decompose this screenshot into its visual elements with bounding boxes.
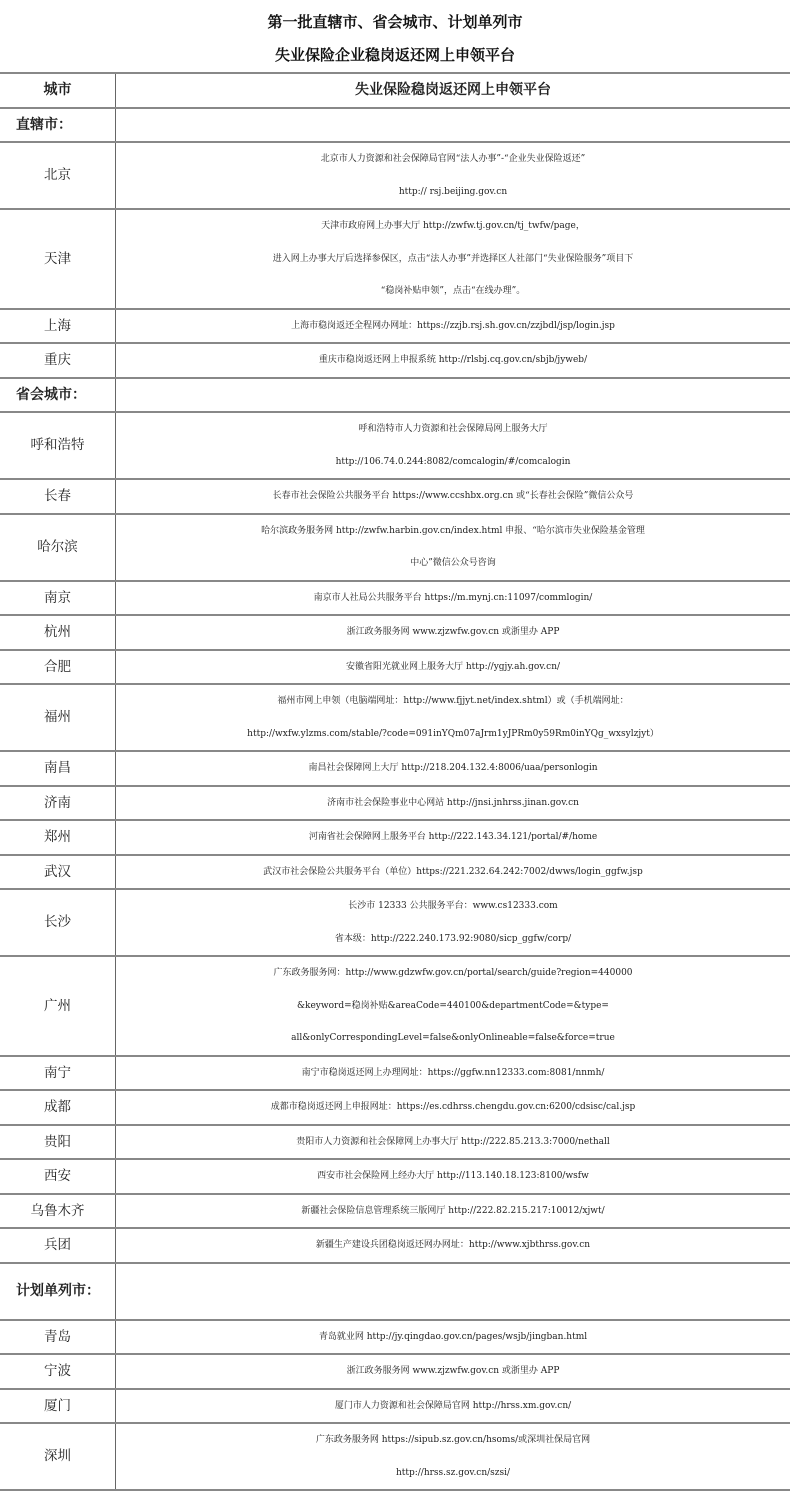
platform-cell (116, 479, 790, 514)
section-row (0, 378, 790, 413)
platform-text-line: 西安市社会保险网上经办大厅 http://113.140.18.123:8100/wsfw (118, 1160, 788, 1193)
platform-text-line: 厦门市人力资源和社会保障局官网 http://hrss.xm.gov.cn/ (118, 1390, 788, 1423)
table-row (0, 1354, 790, 1389)
platform-text-line: 长春市社会保险公共服务平台 https://www.ccshbx.org.cn 或“长春社会保险”微信公众号 (118, 480, 788, 513)
platform-cell (116, 650, 790, 685)
platform-cell (116, 1125, 790, 1160)
section-empty-cell (116, 108, 790, 143)
platform-cell (116, 1056, 790, 1091)
platform-text-line: 新疆社会保险信息管理系统三版网厅 http://222.82.215.217:10012/xjwt/ (118, 1195, 788, 1228)
table-row (0, 581, 790, 616)
platform-text-line: 北京市人力资源和社会保障局官网“法人办事”-“企业失业保险返还” (118, 143, 788, 176)
platform-text-line: 南宁市稳岗返还网上办理网址：https://ggfw.nn12333.com:8081/nnmh/ (118, 1057, 788, 1090)
table-row (0, 956, 790, 1056)
platform-cell (116, 1194, 790, 1229)
table-row (0, 684, 790, 751)
platform-text-line: “稳岗补贴申领”，点击“在线办理”。 (118, 275, 788, 308)
platform-text-line: 武汉市社会保险公共服务平台（单位）https://221.232.64.242:7002/dwws/login_ggfw.jsp (118, 856, 788, 889)
city-cell: 福州 (0, 684, 116, 751)
platform-cell (116, 1389, 790, 1424)
platform-cell (116, 142, 790, 209)
platform-text-line: http://hrss.sz.gov.cn/szsi/ (118, 1457, 788, 1490)
table-row (0, 1320, 790, 1355)
city-cell: 合肥 (0, 650, 116, 685)
table-row (0, 412, 790, 479)
table-row (0, 1090, 790, 1125)
table-row (0, 343, 790, 378)
city-cell: 长沙 (0, 889, 116, 956)
city-cell: 天津 (0, 209, 116, 309)
city-cell: 长春 (0, 479, 116, 514)
platform-text-line: 安徽省阳光就业网上服务大厅 http://ygjy.ah.gov.cn/ (118, 651, 788, 684)
table-row (0, 309, 790, 344)
platform-text-line: 广东政务服务网 https://sipub.sz.gov.cn/hsoms/或深圳社保局官网 (118, 1424, 788, 1457)
platform-text-line: http://106.74.0.244:8082/comcalogin/#/comcalogin (118, 446, 788, 479)
section-label: 省会城市： (0, 378, 116, 413)
platform-text-line: &keyword=稳岗补贴&areaCode=440100&departmentCode=&type= (118, 990, 788, 1023)
section-label: 直辖市： (0, 108, 116, 143)
platform-cell (116, 956, 790, 1056)
header-city: 城市 (0, 73, 116, 108)
section-empty-cell (116, 1263, 790, 1320)
platform-cell (116, 581, 790, 616)
city-cell: 青岛 (0, 1320, 116, 1355)
platform-text-line: http:// rsj.beijing.gov.cn (118, 176, 788, 209)
city-cell: 杭州 (0, 615, 116, 650)
platform-text-line: 重庆市稳岗返还网上申报系统 http://rlsbj.cq.gov.cn/sbjb/jyweb/ (118, 344, 788, 377)
section-label: 计划单列市： (0, 1263, 116, 1320)
platform-text-line: 河南省社会保障网上服务平台 http://222.143.34.121/portal/#/home (118, 821, 788, 854)
section-row (0, 108, 790, 143)
platform-table (0, 72, 790, 1491)
platform-text-line: 贵阳市人力资源和社会保障网上办事大厅 http://222.85.213.3:7000/nethall (118, 1126, 788, 1159)
platform-cell (116, 889, 790, 956)
platform-text-line: 南昌社会保障网上大厅 http://218.204.132.4:8006/uaa/personlogin (118, 752, 788, 785)
table-row (0, 1228, 790, 1263)
platform-text-line: 广东政务服务网：http://www.gdzwfw.gov.cn/portal/search/guide?region=440000 (118, 957, 788, 990)
table-row (0, 1125, 790, 1160)
table-row (0, 514, 790, 581)
platform-cell (116, 855, 790, 890)
platform-cell (116, 786, 790, 821)
city-cell: 南昌 (0, 751, 116, 786)
section-row (0, 1263, 790, 1320)
table-row (0, 1423, 790, 1490)
city-cell: 上海 (0, 309, 116, 344)
city-cell: 深圳 (0, 1423, 116, 1490)
table-row (0, 1056, 790, 1091)
platform-text-line: 浙江政务服务网 www.zjzwfw.gov.cn 或浙里办 APP (118, 1355, 788, 1388)
platform-cell (116, 309, 790, 344)
table-row (0, 142, 790, 209)
platform-cell (116, 1423, 790, 1490)
table-row (0, 889, 790, 956)
header-platform: 失业保险稳岗返还网上申领平台 (116, 73, 790, 108)
table-header-row (0, 73, 790, 108)
platform-text-line: 青岛就业网 http://jy.qingdao.gov.cn/pages/wsjb/jingban.html (118, 1321, 788, 1354)
table-row (0, 479, 790, 514)
platform-text-line: http://wxfw.ylzms.com/stable/?code=091inYQm07aJrm1yJPRm0y59Rm0inYQg_wxsylzjyt） (118, 718, 788, 751)
table-row (0, 615, 790, 650)
table-row (0, 1159, 790, 1194)
platform-text-line: 长沙市 12333 公共服务平台：www.cs12333.com (118, 890, 788, 923)
city-cell: 兵团 (0, 1228, 116, 1263)
platform-text-line: 哈尔滨政务服务网 http://zwfw.harbin.gov.cn/index.html 申报、“哈尔滨市失业保险基金管理 (118, 515, 788, 548)
city-cell: 西安 (0, 1159, 116, 1194)
platform-cell (116, 1159, 790, 1194)
platform-text-line: 天津市政府网上办事大厅 http://zwfw.tj.gov.cn/tj_twfw/page， (118, 210, 788, 243)
platform-cell (116, 1228, 790, 1263)
platform-text-line: 进入网上办事大厅后选择参保区，点击“法人办事”并选择区人社部门“失业保险服务”项目下 (118, 243, 788, 276)
city-cell: 南宁 (0, 1056, 116, 1091)
city-cell: 成都 (0, 1090, 116, 1125)
city-cell: 郑州 (0, 820, 116, 855)
platform-cell (116, 751, 790, 786)
platform-cell (116, 514, 790, 581)
platform-cell (116, 820, 790, 855)
city-cell: 武汉 (0, 855, 116, 890)
platform-text-line: 成都市稳岗返还网上申报网址：https://es.cdhrss.chengdu.gov.cn:6200/cdsisc/cal.jsp (118, 1091, 788, 1124)
platform-text-line: 浙江政务服务网 www.zjzwfw.gov.cn 或浙里办 APP (118, 616, 788, 649)
platform-cell (116, 1320, 790, 1355)
table-row (0, 1389, 790, 1424)
table-row (0, 855, 790, 890)
platform-cell (116, 615, 790, 650)
platform-text-line: 上海市稳岗返还全程网办网址：https://zzjb.rsj.sh.gov.cn/zzjbdl/jsp/login.jsp (118, 310, 788, 343)
city-cell: 乌鲁木齐 (0, 1194, 116, 1229)
table-row (0, 1194, 790, 1229)
platform-text-line: all&onlyCorrespondingLevel=false&onlyOnlineable=false&force=true (118, 1022, 788, 1055)
platform-cell (116, 684, 790, 751)
platform-cell (116, 343, 790, 378)
city-cell: 呼和浩特 (0, 412, 116, 479)
platform-text-line: 呼和浩特市人力资源和社会保障局网上服务大厅 (118, 413, 788, 446)
city-cell: 广州 (0, 956, 116, 1056)
platform-cell (116, 1090, 790, 1125)
city-cell: 厦门 (0, 1389, 116, 1424)
platform-text-line: 福州市网上申领（电脑端网址：http://www.fjjyt.net/index.shtml）或（手机端网址： (118, 685, 788, 718)
city-cell: 贵阳 (0, 1125, 116, 1160)
table-row (0, 209, 790, 309)
section-empty-cell (116, 378, 790, 413)
platform-text-line: 省本级：http://222.240.173.92:9080/sicp_ggfw/corp/ (118, 923, 788, 956)
city-cell: 宁波 (0, 1354, 116, 1389)
document-title: 第一批直辖市、省会城市、计划单列市 (0, 11, 790, 32)
platform-cell (116, 412, 790, 479)
city-cell: 南京 (0, 581, 116, 616)
platform-cell (116, 209, 790, 309)
table-row (0, 820, 790, 855)
table-row (0, 786, 790, 821)
table-row (0, 650, 790, 685)
city-cell: 重庆 (0, 343, 116, 378)
platform-text-line: 南京市人社局公共服务平台 https://m.mynj.cn:11097/commlogin/ (118, 582, 788, 615)
city-cell: 北京 (0, 142, 116, 209)
table-row (0, 751, 790, 786)
city-cell: 哈尔滨 (0, 514, 116, 581)
city-cell: 济南 (0, 786, 116, 821)
platform-text-line: 济南市社会保险事业中心网站 http://jnsi.jnhrss.jinan.gov.cn (118, 787, 788, 820)
document-subtitle: 失业保险企业稳岗返还网上申领平台 (0, 44, 790, 65)
platform-cell (116, 1354, 790, 1389)
platform-text-line: 中心”微信公众号咨询 (118, 547, 788, 580)
platform-text-line: 新疆生产建设兵团稳岗返还网办网址：http://www.xjbthrss.gov.cn (118, 1229, 788, 1262)
